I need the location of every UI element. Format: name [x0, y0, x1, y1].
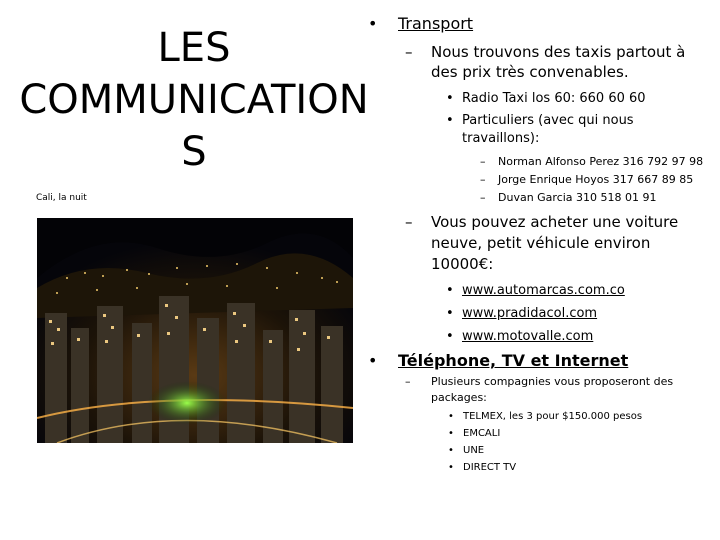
package-item: UNE	[463, 445, 485, 456]
contact-item: Duvan Garcia 310 518 01 91	[498, 191, 657, 204]
dot-bullet: •	[446, 91, 454, 106]
dot-bullet: •	[446, 329, 454, 344]
buy-car-line-2: neuve, petit véhicule environ	[431, 234, 651, 252]
transport-heading: Transport	[398, 14, 474, 33]
dash-bullet: –	[405, 213, 413, 231]
dot-bullet: •	[446, 283, 454, 298]
particuliers-line-1: Particuliers (avec qui nous	[462, 113, 634, 128]
taxis-line-2: des prix très convenables.	[431, 63, 629, 81]
dot-bullet: •	[446, 113, 454, 128]
link-motovalle[interactable]: www.motovalle.com	[462, 329, 594, 344]
photo-caption: Cali, la nuit	[36, 193, 87, 203]
title-line: S	[181, 129, 207, 175]
title-line: COMMUNICATION	[19, 77, 369, 123]
dash-bullet: –	[480, 155, 486, 168]
telecom-bullet: •	[368, 351, 378, 370]
dash-bullet: –	[405, 43, 413, 61]
taxis-line-1: Nous trouvons des taxis partout à	[431, 43, 686, 61]
contact-item: Jorge Enrique Hoyos 317 667 89 85	[498, 173, 694, 186]
dot-bullet: •	[448, 445, 454, 456]
package-item: EMCALI	[463, 428, 501, 439]
title-line: LES	[157, 25, 231, 71]
dash-bullet: –	[480, 191, 486, 204]
package-item: TELMEX, les 3 pour $150.000 pesos	[463, 411, 643, 422]
dot-bullet: •	[448, 462, 454, 473]
radio-taxi-text: Radio Taxi los 60: 660 60 60	[462, 91, 646, 106]
package-item: DIRECT TV	[463, 462, 517, 473]
telecom-heading: Téléphone, TV et Internet	[398, 351, 629, 370]
dot-bullet: •	[448, 428, 454, 439]
dot-bullet: •	[446, 306, 454, 321]
link-pradidacol[interactable]: www.pradidacol.com	[462, 306, 598, 321]
companies-line-1: Plusieurs compagnies vous proposeront des	[431, 375, 674, 388]
buy-car-line-1: Vous pouvez acheter une voiture	[431, 213, 679, 231]
companies-line-2: packages:	[431, 391, 487, 404]
dot-bullet: •	[448, 411, 454, 422]
dash-bullet: –	[480, 173, 486, 186]
dash-bullet: –	[405, 375, 411, 388]
buy-car-line-3: 10000€:	[431, 255, 494, 273]
link-automarcas[interactable]: www.automarcas.com.co	[462, 283, 625, 298]
transport-bullet: •	[368, 14, 378, 33]
particuliers-line-2: travaillons):	[462, 131, 540, 146]
contact-item: Norman Alfonso Perez 316 792 97 98	[498, 155, 704, 168]
